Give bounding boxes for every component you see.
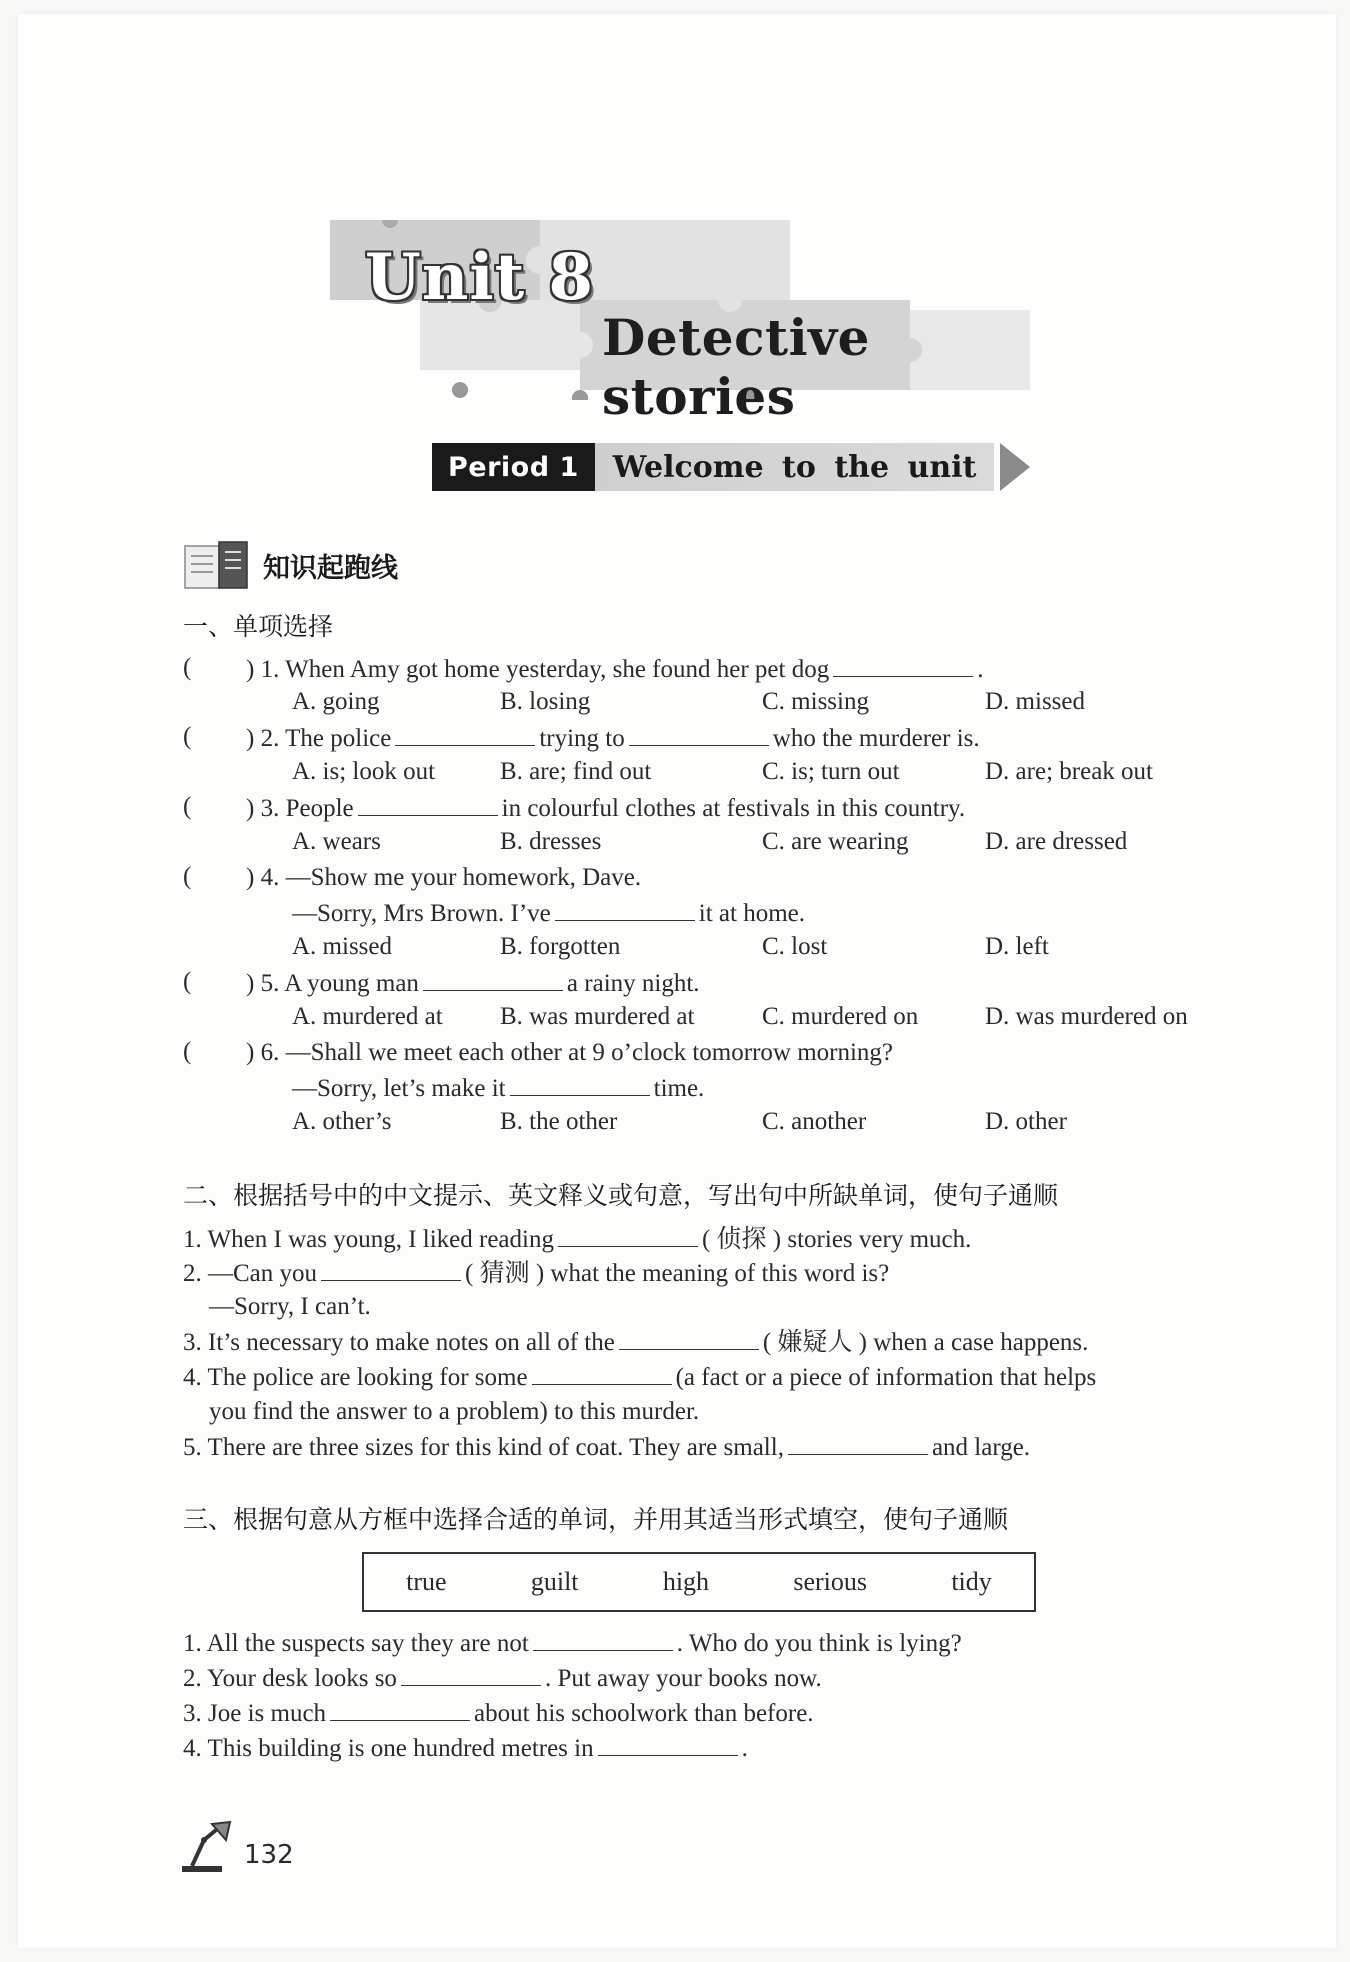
- blank[interactable]: [558, 1224, 698, 1247]
- option-b: B. was murdered at: [500, 1003, 695, 1030]
- option-a: A. wears: [292, 828, 381, 855]
- option-b: B. dresses: [500, 828, 602, 855]
- box-item-2: [183, 1663, 822, 1694]
- part2-title: 二、根据括号中的中文提示、英文释义或句意，写出句中所缺单词，使句子通顺: [183, 1181, 1059, 1210]
- unit-header: [330, 210, 1050, 426]
- blank[interactable]: [395, 723, 535, 746]
- period-banner: [432, 443, 1030, 491]
- item-text: 3. Joe is much: [183, 1700, 327, 1727]
- question-number: ) 5.: [246, 970, 280, 997]
- option-c: C. murdered on: [762, 1003, 919, 1030]
- option-b: B. the other: [500, 1108, 618, 1135]
- question-4: [246, 863, 641, 893]
- item-text: 2. —Can you: [183, 1260, 318, 1287]
- period-title: Welcome to the unit: [595, 443, 995, 491]
- option-c: C. lost: [762, 933, 828, 960]
- item-text: about his schoolwork than before.: [474, 1700, 814, 1727]
- option-a: A. other’s: [292, 1108, 392, 1135]
- blank[interactable]: [330, 1698, 470, 1721]
- item-text: 4. The police are looking for some: [183, 1364, 528, 1391]
- question-1: [246, 654, 983, 685]
- blank[interactable]: [555, 898, 695, 921]
- section-heading-text: 知识起跑线: [263, 552, 398, 584]
- item-text: . Who do you think is lying?: [676, 1630, 962, 1657]
- fill-item-5: [183, 1432, 1030, 1463]
- option-c: C. are wearing: [762, 828, 909, 855]
- fill-item-4-cont: [209, 1397, 699, 1427]
- item-text: .: [741, 1735, 748, 1762]
- option-a: A. murdered at: [292, 1003, 443, 1030]
- word-box: [362, 1552, 1036, 1612]
- option-b: B. are; find out: [500, 758, 652, 785]
- book-icon: [183, 540, 249, 590]
- item-text: and large.: [931, 1434, 1031, 1461]
- option-c: C. missing: [762, 688, 869, 715]
- blank[interactable]: [321, 1258, 461, 1281]
- option-d: D. left: [985, 933, 1049, 960]
- option-d: D. are; break out: [985, 758, 1153, 785]
- option-d: D. was murdered on: [985, 1003, 1188, 1030]
- blank[interactable]: [788, 1432, 928, 1455]
- word-option: high: [662, 1567, 710, 1596]
- blank[interactable]: [533, 1628, 673, 1651]
- box-item-4: [183, 1733, 748, 1764]
- option-c: C. another: [762, 1108, 867, 1135]
- part3-title: 三、根据句意从方框中选择合适的单词，并用其适当形式填空，使句子通顺: [183, 1505, 1009, 1534]
- blank[interactable]: [401, 1663, 541, 1686]
- answer-paren: (: [183, 1038, 192, 1065]
- blank[interactable]: [833, 654, 973, 677]
- unit-subtitle: Detective stories: [602, 308, 870, 426]
- question-number: ) 6.: [246, 1039, 280, 1066]
- question-text: The police: [285, 725, 392, 752]
- unit-title: Unit 8: [365, 240, 595, 315]
- word-option: tidy: [951, 1567, 992, 1596]
- question-text: People: [285, 795, 354, 822]
- fill-item-2: [183, 1258, 889, 1289]
- item-text: ( 嫌疑人 ) when a case happens.: [762, 1329, 1089, 1356]
- option-b: B. forgotten: [500, 933, 621, 960]
- question-text: it at home.: [698, 900, 805, 927]
- period-label: Period 1: [432, 443, 595, 491]
- question-6: [246, 1038, 893, 1068]
- question-text: —Show me your homework, Dave.: [285, 864, 642, 891]
- option-a: A. is; look out: [292, 758, 436, 785]
- option-a: A. going: [292, 688, 380, 715]
- box-item-1: [183, 1628, 962, 1659]
- box-item-3: [183, 1698, 814, 1729]
- question-text: .: [977, 656, 984, 683]
- question-text: trying to: [539, 725, 625, 752]
- question-number: ) 3.: [246, 795, 280, 822]
- page-number: 132: [244, 1840, 294, 1870]
- question-6-reply: [292, 1073, 704, 1104]
- question-text: time.: [653, 1075, 705, 1102]
- item-text: —Sorry, I can’t.: [209, 1293, 371, 1320]
- word-option: serious: [793, 1567, 868, 1596]
- question-text: a rainy night.: [566, 970, 700, 997]
- answer-paren: (: [183, 863, 192, 890]
- option-d: D. missed: [985, 688, 1085, 715]
- item-text: 1. All the suspects say they are not: [183, 1630, 529, 1657]
- part1-title: 一、单项选择: [183, 612, 334, 641]
- answer-paren: (: [183, 968, 192, 995]
- arrow-icon: [1000, 443, 1030, 491]
- fill-item-3: [183, 1327, 1088, 1358]
- fill-item-4: [183, 1362, 1096, 1393]
- item-text: 4. This building is one hundred metres in: [183, 1735, 594, 1762]
- question-5: [246, 968, 700, 999]
- blank[interactable]: [532, 1362, 672, 1385]
- page-footer: [180, 1818, 294, 1874]
- item-text: ( 猜测 ) what the meaning of this word is?: [465, 1260, 890, 1287]
- word-option: guilt: [530, 1567, 579, 1596]
- question-number: ) 4.: [246, 864, 280, 891]
- question-3: [246, 793, 965, 824]
- blank[interactable]: [629, 723, 769, 746]
- question-text: who the murderer is.: [772, 725, 980, 752]
- question-text: in colourful clothes at festivals in this country.: [501, 795, 966, 822]
- question-text: —Sorry, let’s make it: [292, 1075, 506, 1102]
- item-text: 3. It’s necessary to make notes on all of the: [183, 1329, 615, 1356]
- question-number: ) 1.: [246, 656, 280, 683]
- blank[interactable]: [510, 1073, 650, 1096]
- option-b: B. losing: [500, 688, 591, 715]
- blank[interactable]: [598, 1733, 738, 1756]
- question-text: When Amy got home yesterday, she found her pet dog: [285, 656, 830, 683]
- word-option: true: [406, 1567, 447, 1596]
- question-4-reply: [292, 898, 805, 929]
- item-text: ( 侦探 ) stories very much.: [701, 1226, 972, 1253]
- question-text: —Shall we meet each other at 9 o’clock tomorrow morning?: [285, 1039, 894, 1066]
- question-number: ) 2.: [246, 725, 280, 752]
- option-c: C. is; turn out: [762, 758, 900, 785]
- item-text: 2. Your desk looks so: [183, 1665, 397, 1692]
- option-d: D. other: [985, 1108, 1067, 1135]
- answer-paren: (: [183, 793, 192, 820]
- fill-item-1: [183, 1224, 971, 1255]
- fill-item-2-reply: [209, 1292, 371, 1322]
- question-text: A young man: [284, 970, 419, 997]
- question-text: —Sorry, Mrs Brown. I’ve: [292, 900, 551, 927]
- lamp-icon: [180, 1818, 236, 1874]
- item-text: (a fact or a piece of information that helps: [675, 1364, 1097, 1391]
- item-text: you find the answer to a problem) to this murder.: [209, 1398, 700, 1425]
- question-2: [246, 723, 980, 754]
- section-heading: [183, 540, 398, 590]
- blank[interactable]: [358, 793, 498, 816]
- item-text: 5. There are three sizes for this kind of coat. They are small,: [183, 1434, 784, 1461]
- option-a: A. missed: [292, 933, 392, 960]
- item-text: 1. When I was young, I liked reading: [183, 1226, 554, 1253]
- blank[interactable]: [619, 1327, 759, 1350]
- blank[interactable]: [423, 968, 563, 991]
- answer-paren: (: [183, 654, 192, 681]
- item-text: . Put away your books now.: [544, 1665, 822, 1692]
- option-d: D. are dressed: [985, 828, 1128, 855]
- answer-paren: (: [183, 723, 192, 750]
